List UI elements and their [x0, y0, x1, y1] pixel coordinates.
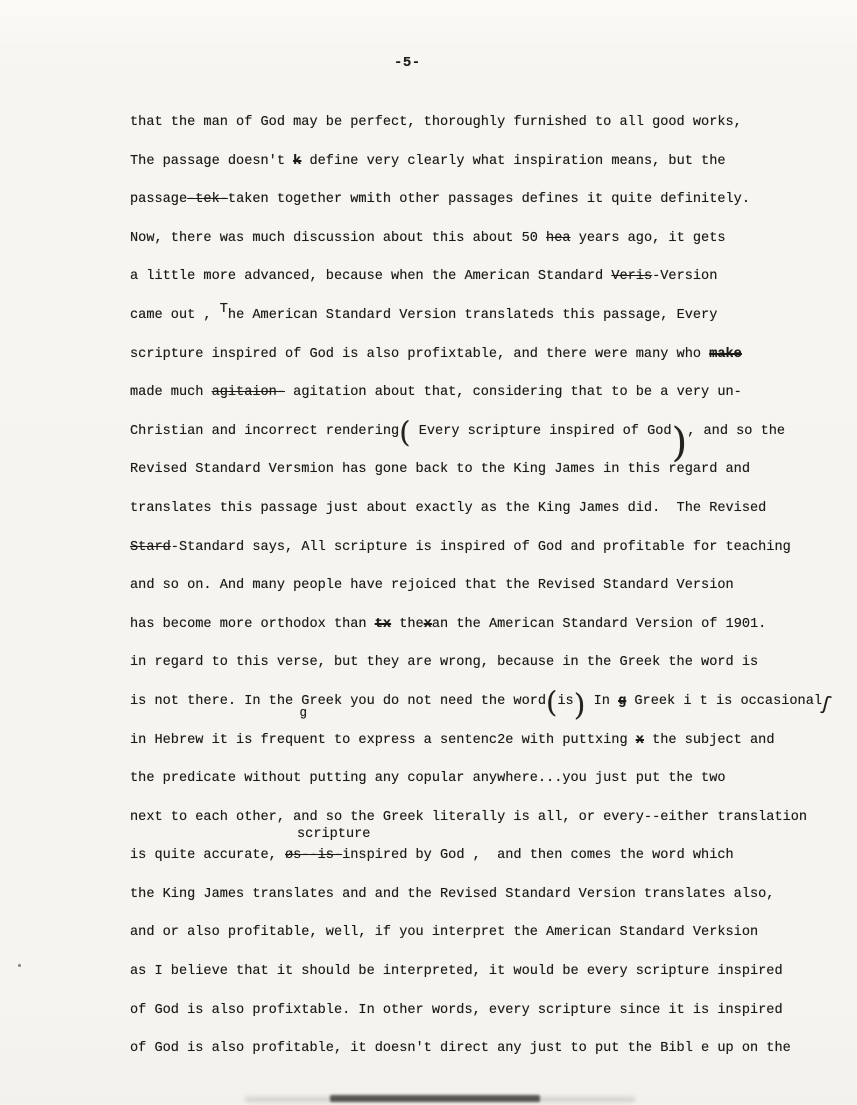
text-segment: the King James translates and and the Revised Standard Version translates also,	[130, 886, 775, 902]
text-segment-strike: Veris	[611, 269, 653, 285]
text-segment: he American Standard Version translateds this passage, Every	[227, 307, 718, 323]
text-segment-hwmark: ʃ	[820, 692, 832, 716]
text-segment: Christian and incorrect rendering	[130, 423, 400, 439]
text-segment: Now, there was much discussion about this about 50	[130, 230, 547, 246]
text-line	[130, 760, 845, 799]
text-segment-raised: T	[219, 301, 228, 317]
text-line	[130, 837, 845, 876]
text-line	[130, 413, 845, 466]
text-segment-strike: -tek-	[187, 192, 228, 208]
text-segment-hwclosedeep: )	[671, 419, 688, 466]
text-segment-strike: Stard	[130, 539, 171, 555]
text-segment: scripture inspired of God is also profixtable, and there were many who	[130, 346, 710, 362]
text-line	[130, 799, 845, 838]
text-line	[130, 374, 845, 413]
text-segment: reek you do not need the word	[309, 693, 547, 709]
text-line	[130, 297, 845, 336]
text-segment: define very clearly what inspiration means, but the	[301, 153, 726, 169]
text-segment-xstrike: k	[293, 153, 302, 169]
text-segment: taken together wmith other passages defines it quite definitely.	[227, 192, 750, 208]
text-segment: next to each other, and so the Greek literally is all, or every--either translation	[130, 809, 808, 825]
text-segment: the subject and	[643, 732, 775, 748]
text-line	[130, 914, 845, 953]
text-line	[130, 220, 845, 259]
inserted-correction-line	[297, 827, 370, 842]
text-segment: Greek i t is occasional	[626, 693, 823, 709]
scan-smudge-dark	[330, 1095, 540, 1102]
text-line	[130, 258, 845, 297]
text-segment: a little more advanced, because when the American Standard	[130, 269, 612, 285]
text-segment: In	[585, 693, 619, 709]
text-segment-strike: hea	[546, 230, 571, 246]
text-line	[130, 143, 845, 182]
text-segment: is	[557, 693, 574, 709]
text-line	[130, 953, 845, 992]
text-segment: of God is also profitable, it doesn't direct any just to put the Bibl e up on the	[130, 1041, 791, 1057]
text-segment: in Hebrew it is frequent to express a sentenc2e with puttxing	[130, 732, 636, 748]
text-line	[130, 451, 845, 490]
text-segment: has become more orthodox than	[130, 616, 375, 632]
typewritten-text	[130, 104, 845, 1069]
text-segment: passage	[130, 192, 188, 208]
text-segment-xstrike: x	[423, 616, 432, 632]
text-segment: agitation about that, considering that to be a very un-	[285, 385, 742, 401]
text-line	[130, 644, 845, 683]
text-segment: of God is also profixtable. In other words, every scripture since it is inspired	[130, 1002, 783, 1018]
text-segment: translates this passage just about exactly as the King James did. The Revised	[130, 500, 767, 516]
text-segment-hwopen: (	[546, 684, 558, 719]
text-line	[130, 992, 845, 1031]
text-segment-strike: øs--is-	[285, 848, 343, 864]
text-segment-xstrike: x	[635, 732, 644, 748]
text-line	[130, 722, 845, 761]
text-segment: in regard to this verse, but they are wrong, because in the Greek the word is	[130, 655, 759, 671]
text-segment-xstrike: tx	[374, 616, 392, 632]
text-line	[130, 104, 845, 143]
text-segment: that the man of God may be perfect, thoroughly furnished to all good works,	[130, 115, 742, 130]
text-segment: and so on. And many people have rejoiced that the Revised Standard Version	[130, 578, 734, 594]
text-segment: Revised Standard Versmion has gone back to the King James in this regard and	[130, 462, 750, 478]
text-segment-hwopen: (	[399, 414, 411, 449]
text-segment: -Version	[652, 269, 718, 285]
text-segment-hwclose: )	[573, 687, 586, 723]
text-segment: and or also profitable, well, if you interpret the American Standard Verksion	[130, 925, 759, 941]
text-segment: scripture	[297, 827, 371, 842]
text-segment: The passage doesn't	[130, 153, 294, 169]
text-segment: is quite accurate,	[130, 848, 285, 864]
text-line	[130, 490, 845, 529]
text-segment-xstrike: g	[618, 693, 627, 709]
text-line	[130, 606, 845, 645]
text-segment: as I believe that it should be interpreted, it would be every scripture inspired	[130, 964, 783, 980]
text-line: is not there. In the Ggreek you do not need the word(is) In g Greek i t is occasionalʃ	[130, 684, 832, 723]
text-segment: is not there. In the G	[130, 693, 310, 709]
text-segment: an the American Standard Version of 1901.	[431, 616, 767, 632]
text-segment: years ago, it gets	[570, 230, 726, 246]
text-line	[130, 336, 845, 375]
text-segment: came out ,	[130, 307, 220, 323]
text-segment-strike: agitaion-	[211, 385, 285, 401]
text-segment-xstrike: make	[709, 346, 742, 362]
text-line	[130, 567, 845, 606]
text-segment: , and so the	[687, 423, 786, 439]
margin-dot-artifact	[18, 964, 21, 967]
text-line	[130, 876, 845, 915]
page-number: -5-	[394, 55, 421, 71]
text-segment: inspired by God , and then comes the word which	[342, 848, 734, 864]
text-segment: -Standard says, All scripture is inspired of God and profitable for teaching	[170, 539, 791, 555]
text-segment: Every scripture inspired of God	[410, 423, 672, 439]
text-segment: the predicate without putting any copular anywhere...you just put the two	[130, 771, 726, 787]
text-line	[130, 529, 845, 568]
text-segment: made much	[130, 385, 212, 401]
text-line	[130, 1030, 845, 1069]
text-line	[130, 181, 845, 220]
text-segment: the	[391, 616, 424, 632]
